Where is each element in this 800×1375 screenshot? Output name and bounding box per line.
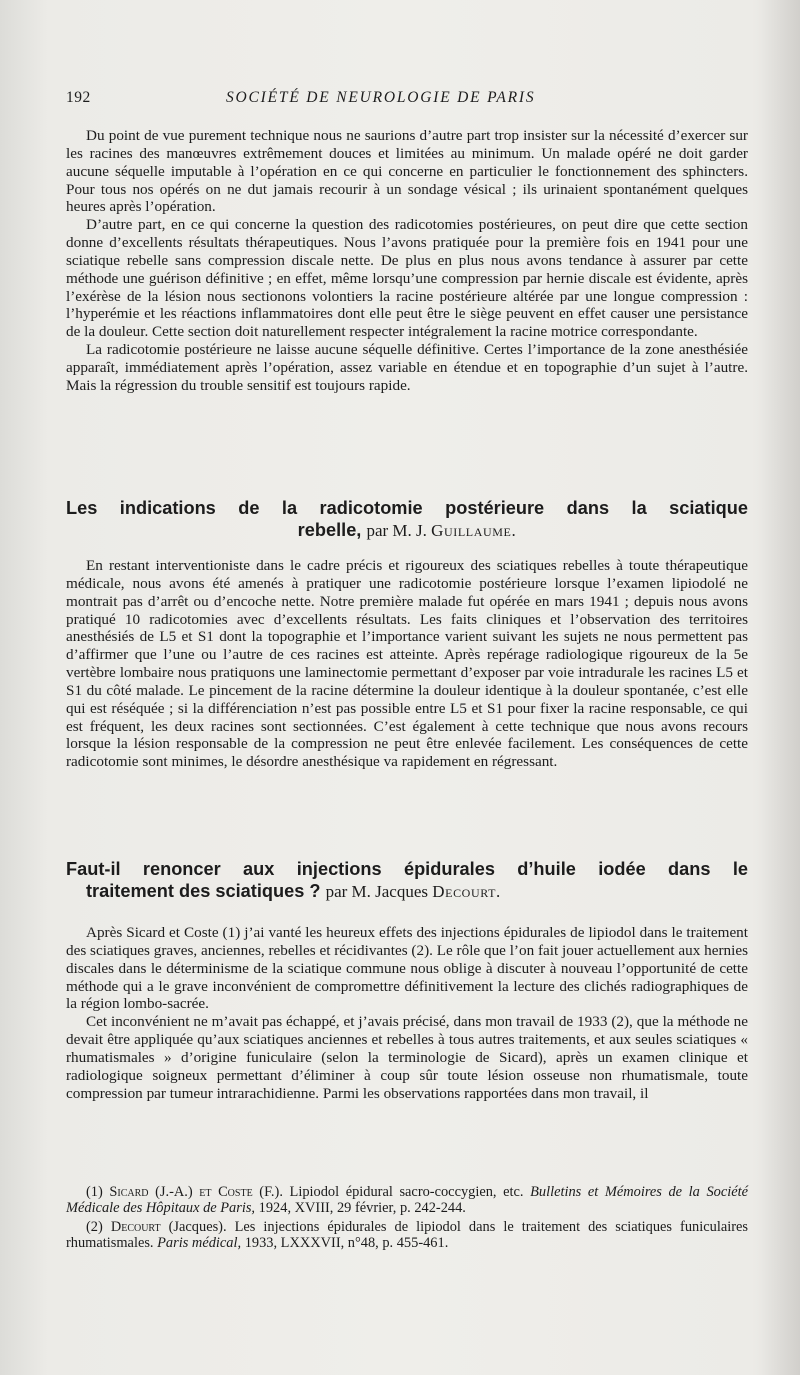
article-title-line: Les indications de la radicotomie postérieure dans la sciatique xyxy=(66,498,748,518)
scan-edge-shadow xyxy=(760,0,800,1375)
journal-title: SOCIÉTÉ DE NEUROLOGIE DE PARIS xyxy=(226,89,536,106)
paragraph: La radicotomie postérieure ne laisse aucune séquelle définitive. Certes l’importance de la zone anesthésiée apparaît, immédiatement après l’opération, assez variable en étendue et en topographie d’un sujet à l’autre. Mais la régression du trouble sensitif est toujours rapide. xyxy=(66,341,748,394)
author-name: Decourt. xyxy=(432,882,501,901)
author-byline xyxy=(366,521,516,540)
footnote-text: (Jacques). Les injections épidurales de lipiodol dans le traitement des sciatiques funiculaires rhumatismales. xyxy=(66,1218,748,1252)
author-name: Guillaume. xyxy=(431,521,517,540)
footnote-journal: Bulletins et Mémoires de la Société Médicale des Hôpitaux de Paris, xyxy=(66,1184,748,1217)
footnotes xyxy=(66,1184,748,1254)
article-title-end: rebelle, xyxy=(297,520,362,540)
footnote-reference: 1933, LXXXVII, n°48, p. 455-461. xyxy=(244,1235,449,1252)
article-title-line xyxy=(66,880,748,903)
article-title-line: Faut-il renoncer aux injections épidurales d’huile iodée dans le xyxy=(66,859,748,879)
article-title-line xyxy=(66,519,748,542)
footnote-marker: (2) xyxy=(86,1218,103,1235)
author-byline xyxy=(326,882,501,901)
running-head xyxy=(66,88,746,108)
paragraph: Cet inconvénient ne m’avait pas échappé, et j’avais précisé, dans mon travail de 1933 (2), que la méthode ne devait être appliquée qu’aux sciatiques anciennes et rebelles à tous autres traitements, et aux seules sciatiques « rhumatismales » d’origine funiculaire (selon la terminologie de Sicard), après un examen clinique et radiologique soigneux permettant d’éliminer à coup sûr toute lésion osseuse non rhumatismale, toute compression par tumeur intrarachidienne. Parmi les observations rapportées dans mon travail, il xyxy=(66,1013,748,1102)
paragraph: En restant interventioniste dans le cadre précis et rigoureux des sciatiques rebelles à toute thérapeutique médicale, nous avons été amenés à pratiquer une radicotomie postérieure lorsque l’examen lipiodolé ne montrait pas d’arrêt ou d’encoche nette. Notre première malade fut opérée en mars 1941 ; depuis nous avons pratiqué 10 radicotomies avec d’excellents résultats. Les faits cliniques et l’observation des territoires anesthésiés de L5 et S1 dont la topographie et l’importance varient suivant les sujets ne nous permettent pas d’affirmer que l’une ou l’autre de ces racines est atteinte. Après repérage radiologique rigoureux de la 5e vertèbre lombaire nous pratiquons une laminectomie permettant d’exposer par voie intradurale les racines L5 et S1 du côté malade. Le pincement de la racine détermine la douleur identique à la douleur spontanée, c’est elle qui est réséquée ; si la différenciation n’est pas possible entre L5 et S1 pour fixer la racine responsable, ce qui est fréquent, les deux racines sont sectionnées. C’est également à cette technique que nous avons recours lorsque la lésion responsable de la compression ne peut être enlevée facilement. Les conséquences de cette radicotomie sont minimes, le désordre anesthésique va rapidement en régressant. xyxy=(66,557,748,771)
section-continued-text xyxy=(66,127,748,395)
footnote-2 xyxy=(66,1219,748,1252)
byline-prefix: par M. J. xyxy=(366,521,427,540)
paragraph: Après Sicard et Coste (1) j’ai vanté les heureux effets des injections épidurales de lipiodol dans le traitement des sciatiques graves, anciennes, rebelles et récidivantes (2). Le rôle que l’on fait jouer actuellement aux hernies discales dans le déterminisme de la sciatique commune nous oblige à discuter à nouveau l’opportunité de cette méthode qui a le grave inconvénient de compromettre définitivement la lecture des clichés radiographiques de la région lombo-sacrée. xyxy=(66,924,748,1013)
footnote-authors: Decourt xyxy=(110,1218,161,1235)
article-title-end: traitement des sciatiques ? xyxy=(86,881,321,901)
footnote-journal: Paris médical, xyxy=(157,1235,242,1252)
footnote-text: Lipiodol épidural sacro-coccygien, etc. xyxy=(289,1184,524,1200)
page-number: 192 xyxy=(66,89,91,106)
article-body-injections xyxy=(66,924,748,1102)
paragraph: D’autre part, en ce qui concerne la question des radicotomies postérieures, on peut dire que cette section donne d’excellents résultats thérapeutiques. Nous l’avons pratiquée pour la première fois en 1941 pour une sciatique rebelle sans compression discale nette. De plus en plus nous avons tendance à assurer par cette méthode une guérison définitive ; en effet, même lorsqu’une compression par hernie discale est évidente, après l’exérèse de la lésion nous sectionons volontiers la racine postérieure altérée par une longue compression : l’hyperémie et les réactions inflammatoires dont elle peut être le siège peuvent en effet causer une persistance de la douleur. Cette section doit naturellement respecter intégralement la racine motrice correspondante. xyxy=(66,216,748,341)
footnote-1 xyxy=(66,1184,748,1217)
byline-prefix: par M. Jacques xyxy=(325,882,429,901)
paragraph: Du point de vue purement technique nous ne saurions d’autre part trop insister sur la nécessité d’exercer sur les racines des manœuvres extrêmement douces et limitées au minimum. Un malade opéré ne doit garder aucune séquelle imputable à l’opération en ce qui concerne en particulier le fonctionnement des sphincters. Pour tous nos opérés on ne dut jamais recourir à un sondage vésical ; ils urinaient spontanément quelques heures après l’opération. xyxy=(66,127,748,216)
article-heading-radicotomie xyxy=(66,497,748,542)
article-heading-injections xyxy=(66,858,748,903)
footnote-reference: 1924, XVIII, 29 février, p. 242-244. xyxy=(258,1200,466,1217)
footnote-marker: (1) xyxy=(86,1184,103,1200)
footnote-authors: Sicard (J.-A.) et Coste (F.). xyxy=(109,1184,283,1200)
article-body-radicotomie xyxy=(66,557,748,771)
